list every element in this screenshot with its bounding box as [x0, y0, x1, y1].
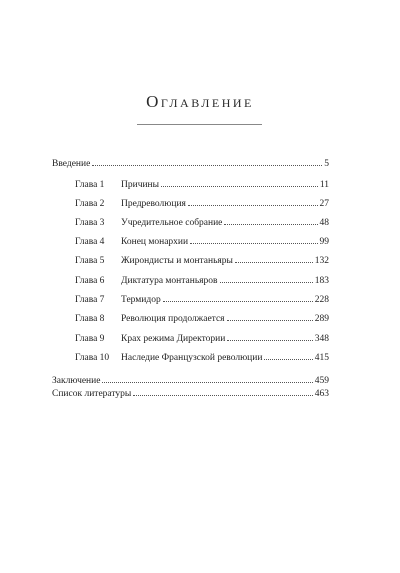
dot-leader: [264, 359, 312, 360]
toc-entry-page: 48: [319, 218, 329, 228]
toc-entry-page: 183: [314, 276, 329, 286]
toc-entry-chapter-5[interactable]: [121, 256, 329, 266]
dot-leader: [235, 262, 313, 263]
chapter-number: Глава 10: [75, 353, 110, 363]
toc-entry-title: Конец монархии: [121, 237, 189, 247]
toc-entry-chapter-1[interactable]: [121, 180, 329, 190]
toc-entry-chapter-9[interactable]: [121, 334, 329, 344]
dot-leader: [161, 186, 318, 187]
toc-entry-bibliography[interactable]: [52, 389, 329, 399]
dot-leader: [188, 205, 318, 206]
toc-entry-title: Крах режима Директории: [121, 334, 226, 344]
toc-entry-title: Жирондисты и монтаньяры: [121, 256, 233, 266]
page-title: Оглавление: [146, 92, 254, 111]
toc-entry-title: Введение: [52, 159, 91, 169]
toc-entry-page: 348: [314, 334, 329, 344]
chapter-number: Глава 9: [75, 334, 105, 344]
toc-entry-intro[interactable]: [52, 159, 329, 169]
dot-leader: [220, 282, 313, 283]
dot-leader: [224, 224, 317, 225]
chapter-number: Глава 2: [75, 199, 105, 209]
toc-entry-page: 132: [314, 256, 329, 266]
toc-entry-title: Заключение: [52, 376, 101, 386]
toc-entry-page: 99: [319, 237, 329, 247]
chapter-number: Глава 3: [75, 218, 105, 228]
chapter-number: Глава 1: [75, 180, 105, 190]
toc-entry-page: 11: [319, 180, 329, 190]
dot-leader: [163, 301, 313, 302]
toc-entry-chapter-3[interactable]: [121, 218, 329, 228]
toc-entry-chapter-10[interactable]: [121, 353, 329, 363]
toc-entry-title: Учредительное собрание: [121, 218, 223, 228]
toc-entry-page: 415: [314, 353, 329, 363]
toc-entry-page: 5: [324, 159, 329, 169]
toc-entry-title: Революция продолжается: [121, 314, 225, 324]
dot-leader: [227, 320, 313, 321]
toc-entry-title: Наследие Французской революции: [121, 353, 263, 363]
toc-entry-title: Термидор: [121, 295, 161, 305]
toc-entry-page: 27: [319, 199, 329, 209]
toc-entry-conclusion[interactable]: [52, 376, 329, 386]
toc-entry-chapter-6[interactable]: [121, 276, 329, 286]
toc-entry-chapter-7[interactable]: [121, 295, 329, 305]
toc-entry-title: Список литературы: [52, 389, 132, 399]
toc-entry-page: 463: [314, 389, 329, 399]
toc-entry-title: Причины: [121, 180, 160, 190]
toc-entry-title: Предреволюция: [121, 199, 186, 209]
toc-entry-chapter-8[interactable]: [121, 314, 329, 324]
dot-leader: [190, 243, 317, 244]
dot-leader: [102, 382, 312, 383]
dot-leader: [92, 165, 322, 166]
dot-leader: [133, 395, 312, 396]
toc-entry-chapter-4[interactable]: [121, 237, 329, 247]
toc-entry-chapter-2[interactable]: [121, 199, 329, 209]
chapter-number: Глава 7: [75, 295, 105, 305]
title-divider: [137, 124, 262, 125]
toc-entry-page: 459: [314, 376, 329, 386]
chapter-number: Глава 6: [75, 276, 105, 286]
chapter-number: Глава 5: [75, 256, 105, 266]
toc-entry-page: 228: [314, 295, 329, 305]
toc-entry-title: Диктатура монтаньяров: [121, 276, 218, 286]
chapter-number: Глава 8: [75, 314, 105, 324]
chapter-number: Глава 4: [75, 237, 105, 247]
toc-entry-page: 289: [314, 314, 329, 324]
dot-leader: [227, 340, 312, 341]
